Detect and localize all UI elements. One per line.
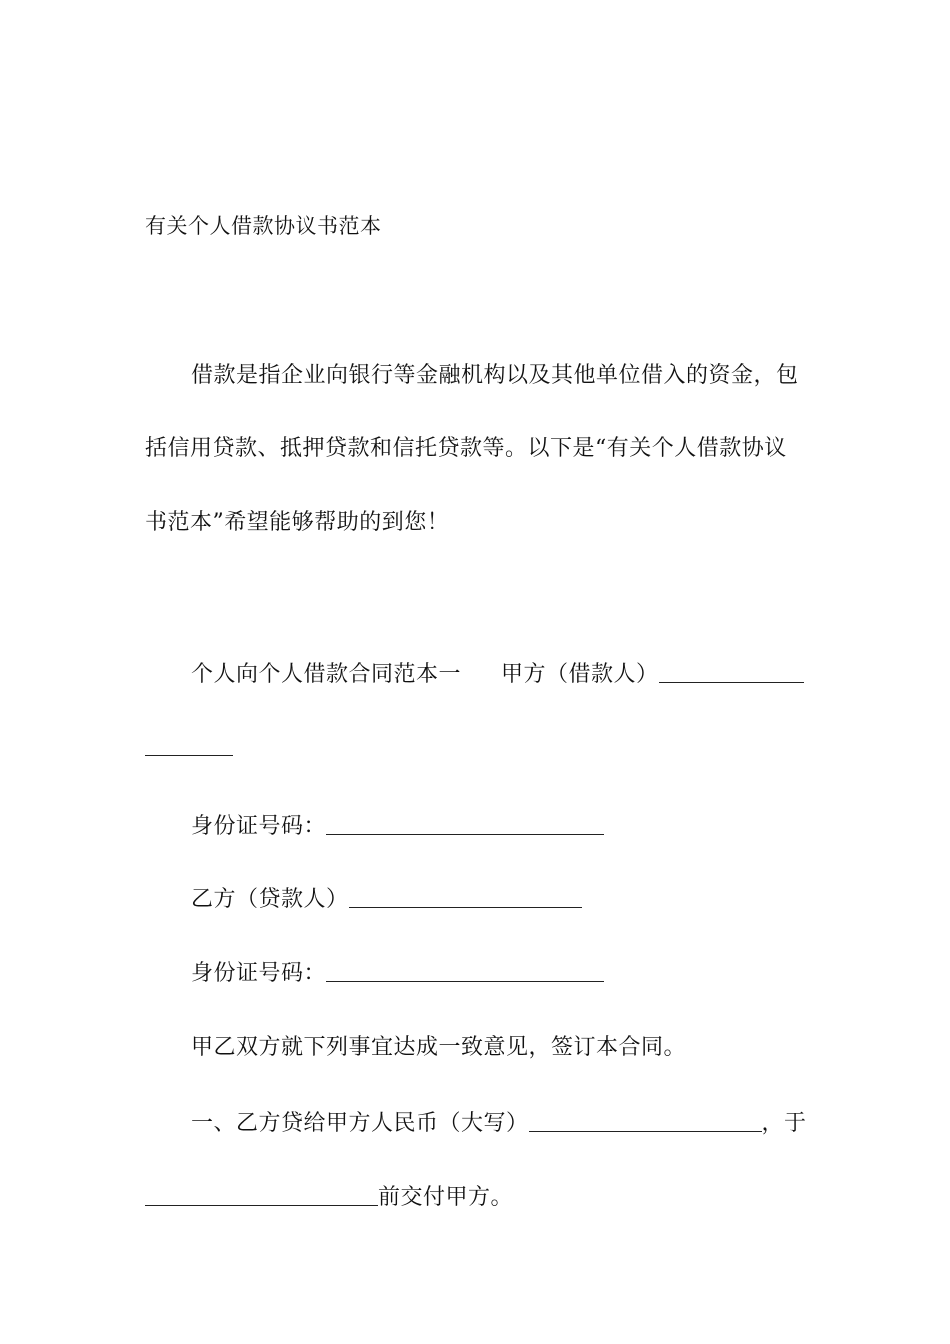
clause-1-continuation xyxy=(145,1181,805,1213)
party-a-line xyxy=(145,658,851,690)
document-title: 有关个人借款协议书范本 xyxy=(145,214,382,238)
party-a-blank-continued[interactable] xyxy=(145,733,233,756)
intro-line-3: 书范本”希望能够帮助的到您！ xyxy=(145,510,450,535)
date-blank[interactable] xyxy=(145,1183,378,1206)
clause-1-line xyxy=(145,1107,851,1139)
id-b-label: 身份证号码： xyxy=(191,961,327,986)
amount-blank[interactable] xyxy=(529,1109,762,1132)
clause-1-mid: ，于 xyxy=(761,1111,807,1136)
agreement-line: 甲乙双方就下列事宜达成一致意见，签订本合同。 xyxy=(191,1035,687,1060)
id-a-line xyxy=(145,810,851,842)
intro-line-2: 括信用贷款、抵押贷款和信托贷款等。以下是“有关个人借款协议 xyxy=(145,436,787,461)
clause-1-suffix: 前交付甲方。 xyxy=(378,1185,514,1210)
party-a-continuation xyxy=(145,731,805,763)
id-b-line xyxy=(145,957,851,989)
id-a-label: 身份证号码： xyxy=(191,814,327,839)
contract-heading: 个人向个人借款合同范本一 xyxy=(191,662,462,687)
party-b-line xyxy=(145,883,851,915)
party-a-label: 甲方（借款人） xyxy=(501,662,659,687)
id-b-blank[interactable] xyxy=(326,959,604,982)
party-b-blank[interactable] xyxy=(349,885,582,908)
intro-line-1: 借款是指企业向银行等金融机构以及其他单位借入的资金，包 xyxy=(191,363,799,388)
party-a-blank[interactable] xyxy=(659,660,804,683)
clause-1-prefix: 一、乙方贷给甲方人民币（大写） xyxy=(191,1111,529,1136)
id-a-blank[interactable] xyxy=(326,812,604,835)
party-b-label: 乙方（贷款人） xyxy=(191,887,349,912)
